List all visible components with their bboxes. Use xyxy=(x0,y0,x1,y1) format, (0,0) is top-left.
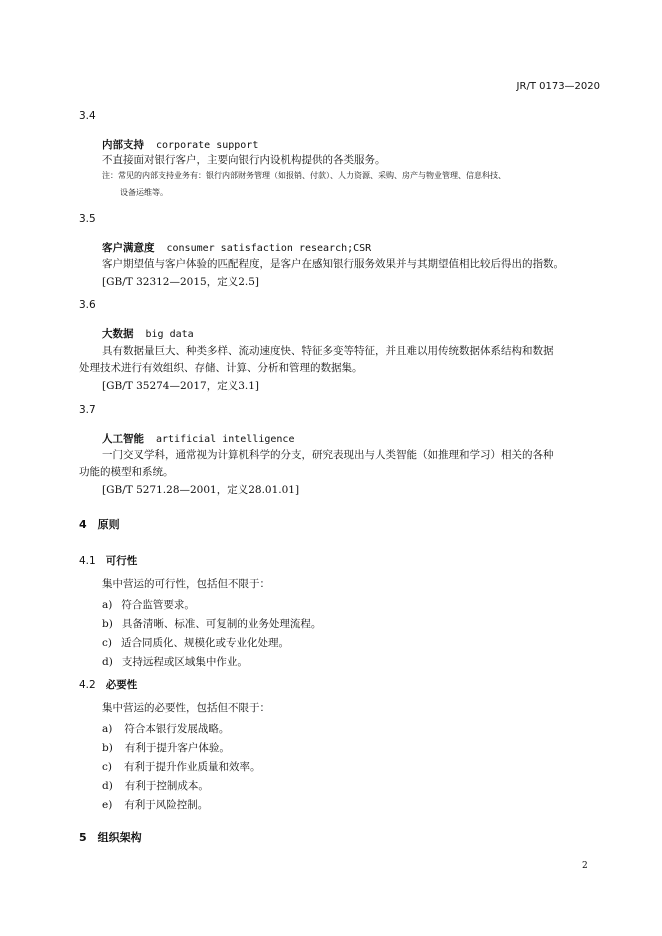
subsection-heading xyxy=(79,551,137,569)
list-item-letter: a) xyxy=(102,599,113,611)
subsection-title: 可行性 xyxy=(105,555,138,567)
list-item xyxy=(102,738,230,756)
term-note-continued: 设备运维等。 xyxy=(120,188,168,197)
list-item-letter: d) xyxy=(102,780,113,792)
section-heading xyxy=(79,829,142,845)
term-definition-continued: 处理技术进行有效组织、存储、计算、分析和管理的数据集。 xyxy=(79,362,363,374)
term-heading xyxy=(102,135,258,153)
term-english: artificial intelligence xyxy=(156,434,295,445)
list-item-letter: b) xyxy=(102,742,113,754)
list-item xyxy=(102,614,321,632)
term-heading xyxy=(102,429,294,447)
list-item-letter: c) xyxy=(102,637,112,649)
list-item-text: 符合监管要求。 xyxy=(121,599,195,611)
list-item-letter: c) xyxy=(102,761,112,773)
list-item-letter: b) xyxy=(102,618,113,630)
term-definition: 客户期望值与客户体验的匹配程度，是客户在感知银行服务效果并与其期望值相比较后得出的指数。 xyxy=(102,258,564,270)
list-item-letter: d) xyxy=(102,656,113,668)
section-number: 4 xyxy=(79,518,87,531)
page-number: 2 xyxy=(582,861,588,871)
section-number: 5 xyxy=(79,831,87,844)
term-number: 3.6 xyxy=(79,299,96,311)
list-item-text: 有利于控制成本。 xyxy=(124,780,209,792)
list-item xyxy=(102,795,208,813)
term-heading xyxy=(102,324,194,342)
list-item-text: 有利于提升作业质量和效率。 xyxy=(123,761,261,773)
term-definition: 不直接面对银行客户，主要向银行内设机构提供的各类服务。 xyxy=(102,154,386,166)
section-title: 原则 xyxy=(97,518,120,531)
subsection-intro: 集中营运的必要性，包括但不限于： xyxy=(102,702,270,714)
list-item-text: 适合同质化、规模化或专业化处理。 xyxy=(120,637,289,649)
subsection-number: 4.2 xyxy=(79,679,96,691)
list-item-text: 有利于提升客户体验。 xyxy=(124,742,230,754)
list-item xyxy=(102,776,209,794)
subsection-number: 4.1 xyxy=(79,555,96,567)
subsection-heading xyxy=(79,675,137,693)
term-reference: [GB/T 35274—2017，定义3.1] xyxy=(102,380,259,392)
term-chinese: 客户满意度 xyxy=(102,242,155,254)
term-chinese: 大数据 xyxy=(102,328,134,340)
list-item xyxy=(102,595,195,613)
term-note: 注：常见的内部支持业务有：银行内部财务管理（如报销、付款）、人力资源、采购、房产与物业管理、信息科技、 xyxy=(102,171,506,180)
term-english: big data xyxy=(145,329,194,340)
section-title: 组织架构 xyxy=(97,831,142,844)
list-item-text: 有利于风险控制。 xyxy=(124,799,209,811)
list-item-text: 符合本银行发展战略。 xyxy=(124,723,230,735)
term-chinese: 内部支持 xyxy=(102,139,144,151)
subsection-intro: 集中营运的可行性，包括但不限于： xyxy=(102,578,270,590)
document-id-header: JR/T 0173—2020 xyxy=(516,81,600,92)
term-number: 3.7 xyxy=(79,404,96,416)
term-chinese: 人工智能 xyxy=(102,433,144,445)
subsection-title: 必要性 xyxy=(105,679,138,691)
list-item-letter: a) xyxy=(102,723,113,735)
list-item xyxy=(102,652,248,670)
term-number: 3.5 xyxy=(79,213,96,225)
term-english: consumer satisfaction research;CSR xyxy=(166,243,372,254)
term-number: 3.4 xyxy=(79,110,96,122)
list-item xyxy=(102,719,229,737)
term-heading xyxy=(102,238,371,256)
term-reference: [GB/T 5271.28—2001，定义28.01.01] xyxy=(102,484,300,496)
section-heading xyxy=(79,516,120,532)
list-item-text: 具备清晰、标准、可复制的业务处理流程。 xyxy=(121,618,322,630)
term-definition: 一门交叉学科，通常视为计算机科学的分支，研究表现出与人类智能（如推理和学习）相关的各种 xyxy=(102,449,554,461)
list-item-text: 支持远程或区域集中作业。 xyxy=(121,656,248,668)
term-english: corporate support xyxy=(156,140,259,151)
list-item xyxy=(102,757,260,775)
term-definition-continued: 功能的模型和系统。 xyxy=(79,466,174,478)
list-item-letter: e) xyxy=(102,799,113,811)
term-definition: 具有数据量巨大、种类多样、流动速度快、特征多变等特征，并且难以用传统数据体系结构和数据 xyxy=(102,345,554,357)
term-reference: [GB/T 32312—2015，定义2.5] xyxy=(102,276,259,288)
list-item xyxy=(102,633,289,651)
